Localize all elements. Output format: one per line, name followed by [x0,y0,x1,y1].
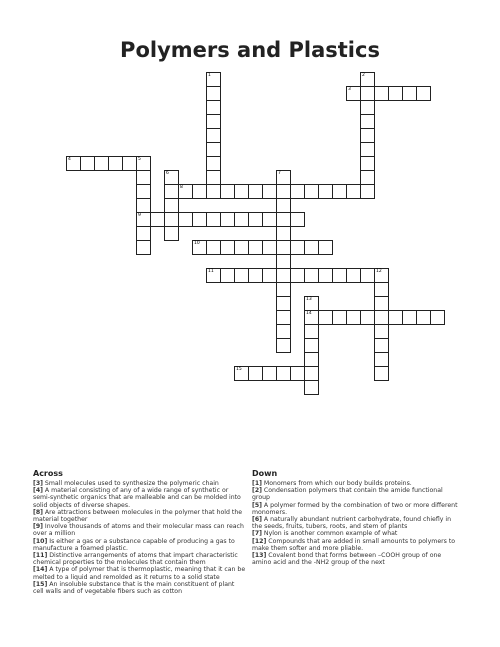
clue-number: 3 [348,87,351,92]
grid-cell[interactable] [360,156,375,171]
grid-cell[interactable] [234,212,249,227]
grid-cell[interactable] [276,296,291,311]
grid-cell[interactable] [290,268,305,283]
grid-cell[interactable] [374,338,389,353]
grid-cell[interactable] [262,184,277,199]
clue-item-text: A type of polymer that is thermoplastic, meaning that it can be melted to a liquid and remolded as it returns to a solid state [33,566,246,581]
clue-item-number: [15] [33,580,48,588]
grid-cell[interactable] [360,268,375,283]
grid-cell[interactable] [360,128,375,143]
grid-cell[interactable] [192,212,207,227]
clue-item-number: [12] [252,537,267,545]
clue-item-number: [6] [252,516,262,524]
clue-item [33,552,246,566]
clue-item-text: A naturally abundant nutrient carbohydrate, found chiefly in the seeds, fruits, tubers, roots, and stem of plants [252,516,452,531]
grid-cell[interactable] [206,142,221,157]
grid-cell[interactable] [304,366,319,381]
grid-cell[interactable] [318,240,333,255]
grid-cell[interactable] [234,268,249,283]
grid-cell[interactable] [276,198,291,213]
grid-cell[interactable] [304,338,319,353]
grid-cell[interactable] [360,142,375,157]
grid-cell[interactable] [332,268,347,283]
clue-number: 7 [278,171,281,176]
grid-cell[interactable] [136,156,151,171]
grid-cell[interactable] [416,86,431,101]
clue-item-number: [14] [33,566,48,574]
clue-item [252,480,460,487]
grid-cell[interactable] [360,310,375,325]
grid-cell[interactable] [360,86,375,101]
clue-item-text: Is either a gas or a substance capable of producing a gas to manufacture a foamed plastic. [33,537,235,552]
clue-item-text: Nylon is another common example of what [261,530,398,538]
clue-item-text: Small molecules used to synthesize the polymeric chain [42,480,219,487]
grid-cell[interactable] [206,170,221,185]
grid-cell[interactable] [164,184,179,199]
grid-cell[interactable] [164,170,179,185]
grid-cell[interactable] [206,86,221,101]
grid-cell[interactable] [374,296,389,311]
grid-cell[interactable] [80,156,95,171]
grid-cell[interactable] [374,352,389,367]
clue-item [33,581,246,595]
grid-cell[interactable] [290,366,305,381]
grid-cell[interactable] [248,212,263,227]
across-heading: Across [33,469,63,478]
across-clues [33,469,246,595]
grid-cell[interactable] [178,212,193,227]
clue-item [252,552,460,566]
grid-cell[interactable] [304,380,319,395]
grid-cell[interactable] [122,156,137,171]
clue-number: 10 [194,241,200,246]
clue-item-text: Distinctive arrangements of atoms that impart characteristic chemical properties to the molecules that contain them [33,552,238,567]
clue-number: 6 [166,171,169,176]
grid-cell[interactable] [164,198,179,213]
grid-cell[interactable] [304,184,319,199]
clue-item-number: [13] [252,552,267,560]
grid-cell[interactable] [360,170,375,185]
grid-cell[interactable] [136,212,151,227]
grid-cell[interactable] [374,86,389,101]
grid-cell[interactable] [192,184,207,199]
clue-item-number: [3] [33,480,43,487]
grid-cell[interactable] [206,128,221,143]
clue-item-number: [9] [33,523,43,531]
grid-cell[interactable] [136,198,151,213]
grid-cell[interactable] [276,366,291,381]
grid-cell[interactable] [66,156,81,171]
grid-cell[interactable] [192,240,207,255]
grid-cell[interactable] [262,268,277,283]
down-clues [252,469,460,566]
grid-cell[interactable] [290,212,305,227]
grid-cell[interactable] [332,310,347,325]
clue-number: 14 [306,311,312,316]
grid-cell[interactable] [220,212,235,227]
grid-cell[interactable] [234,184,249,199]
clue-item [252,487,460,501]
grid-cell[interactable] [136,226,151,241]
grid-cell[interactable] [220,268,235,283]
grid-cell[interactable] [206,212,221,227]
grid-cell[interactable] [178,184,193,199]
grid-cell[interactable] [402,310,417,325]
grid-cell[interactable] [402,86,417,101]
grid-cell[interactable] [276,310,291,325]
grid-cell[interactable] [332,184,347,199]
clue-item-text: A polymer formed by the combination of two or more different monomers. [252,501,458,516]
grid-cell[interactable] [276,338,291,353]
clue-number: 13 [306,297,312,302]
clue-number: 1 [208,73,211,78]
clue-item-number: [5] [252,501,262,509]
grid-cell[interactable] [262,212,277,227]
clue-item-text: Condensation polymers that contain the amide functional group [252,487,443,502]
grid-cell[interactable] [262,366,277,381]
grid-cell[interactable] [290,184,305,199]
grid-cell[interactable] [304,240,319,255]
page-title: Polymers and Plastics [120,38,380,62]
clue-number: 2 [362,73,365,78]
clue-number: 11 [208,269,214,274]
clue-item [33,538,246,552]
clue-item [33,487,246,509]
clue-item-number: [7] [252,530,262,538]
clue-item-text: An insoluble substance that is the main constituent of plant cell walls and of vegetable fibers such as cotton [33,580,235,596]
clue-item-text: Covalent bond that forms between –COOH group of one amino acid and the -NH2 group of the next [252,552,442,567]
grid-cell[interactable] [360,184,375,199]
grid-cell[interactable] [346,86,361,101]
grid-cell[interactable] [164,226,179,241]
grid-cell[interactable] [416,310,431,325]
grid-cell[interactable] [234,240,249,255]
grid-cell[interactable] [206,114,221,129]
grid-cell[interactable] [220,184,235,199]
clue-number: 9 [138,213,141,218]
grid-cell[interactable] [374,324,389,339]
clue-item-number: [2] [252,487,262,495]
clue-number: 4 [68,157,71,162]
grid-cell[interactable] [374,310,389,325]
grid-cell[interactable] [276,184,291,199]
clue-item-number: [8] [33,508,43,516]
grid-cell[interactable] [360,100,375,115]
grid-cell[interactable] [276,282,291,297]
grid-cell[interactable] [206,156,221,171]
grid-cell[interactable] [290,240,305,255]
grid-cell[interactable] [94,156,109,171]
grid-cell[interactable] [262,240,277,255]
grid-cell[interactable] [388,310,403,325]
clue-item [252,516,460,530]
grid-cell[interactable] [374,282,389,297]
grid-cell[interactable] [374,366,389,381]
grid-cell[interactable] [304,310,319,325]
grid-cell[interactable] [304,352,319,367]
grid-cell[interactable] [248,240,263,255]
grid-cell[interactable] [136,240,151,255]
clue-number: 12 [376,269,382,274]
grid-cell[interactable] [346,310,361,325]
grid-cell[interactable] [318,310,333,325]
grid-cell[interactable] [276,212,291,227]
grid-cell[interactable] [388,86,403,101]
clue-number: 15 [236,367,242,372]
grid-cell[interactable] [374,268,389,283]
grid-cell[interactable] [206,268,221,283]
across-clue-list [33,480,246,595]
grid-cell[interactable] [248,184,263,199]
clue-item [252,530,460,537]
clue-number: 5 [138,157,141,162]
down-clue-list [252,480,460,566]
grid-cell[interactable] [430,310,445,325]
grid-cell[interactable] [276,268,291,283]
grid-cell[interactable] [318,184,333,199]
grid-cell[interactable] [136,184,151,199]
grid-cell[interactable] [206,100,221,115]
grid-cell[interactable] [304,268,319,283]
grid-cell[interactable] [206,240,221,255]
grid-cell[interactable] [304,296,319,311]
clue-item [33,523,246,537]
clue-item [33,566,246,580]
clue-item-number: [10] [33,537,48,545]
grid-cell[interactable] [206,184,221,199]
grid-cell[interactable] [276,240,291,255]
grid-cell[interactable] [304,324,319,339]
clue-item-text: A material consisting of any of a wide range of synthetic or semi-synthetic organics that are malleable and can be molded into solid objects of diverse shapes. [33,487,241,509]
grid-cell[interactable] [248,366,263,381]
grid-cell[interactable] [108,156,123,171]
clue-item [33,509,246,523]
grid-cell[interactable] [346,268,361,283]
grid-cell[interactable] [248,268,263,283]
grid-cell[interactable] [318,268,333,283]
clue-item-text: Involve thousands of atoms and their molecular mass can reach over a million [33,523,244,538]
clue-item-number: [11] [33,552,48,560]
clue-item-number: [1] [252,480,262,487]
grid-cell[interactable] [276,170,291,185]
clue-item-text: Monomers from which our body builds proteins. [261,480,412,487]
grid-cell[interactable] [360,114,375,129]
grid-cell[interactable] [164,212,179,227]
grid-cell[interactable] [276,254,291,269]
clue-item-text: Are attractions between molecules in the polymer that hold the material together [33,508,243,524]
clue-item-text: Compounds that are added in small amounts to polymers to make them softer and more pliable. [252,537,456,552]
grid-cell[interactable] [360,72,375,87]
grid-cell[interactable] [276,226,291,241]
clue-item [33,480,246,487]
clue-item [252,502,460,516]
grid-cell[interactable] [276,324,291,339]
grid-cell[interactable] [234,366,249,381]
grid-cell[interactable] [136,170,151,185]
clue-item [252,538,460,552]
clue-number: 8 [180,185,183,190]
grid-cell[interactable] [220,240,235,255]
grid-cell[interactable] [150,212,165,227]
clue-item-number: [4] [33,487,43,495]
grid-cell[interactable] [206,72,221,87]
down-heading: Down [252,469,278,478]
grid-cell[interactable] [346,184,361,199]
